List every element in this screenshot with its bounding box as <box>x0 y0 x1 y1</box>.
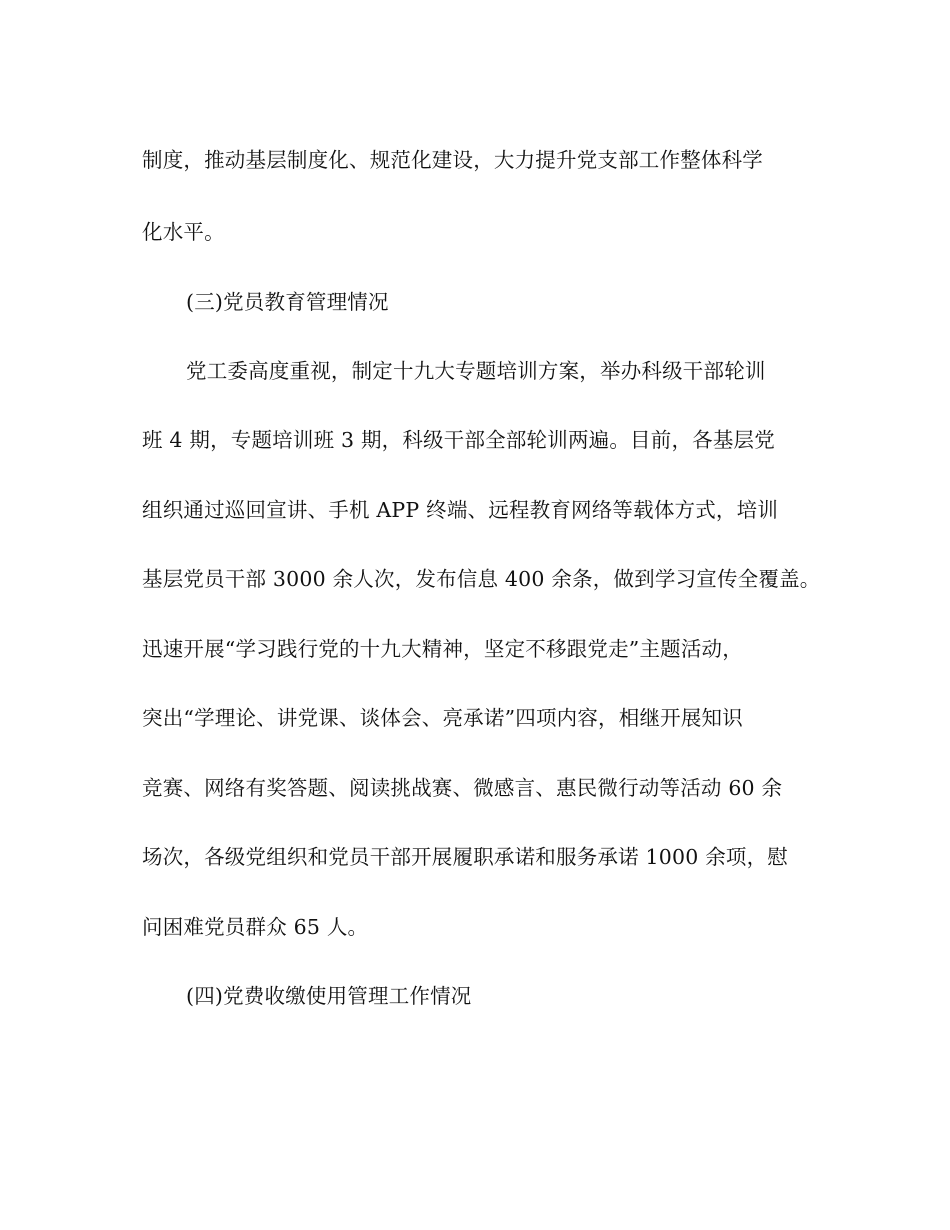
education-paragraph-line-9: 问困难党员群众 65 人。 <box>142 915 369 939</box>
education-paragraph-line-5: 迅速开展“学习践行党的十九大精神，坚定不移跟党走”主题活动， <box>142 637 743 661</box>
education-paragraph-line-6: 突出“学理论、讲党课、谈体会、亮承诺”四项内容，相继开展知识 <box>142 706 743 730</box>
education-paragraph-line-2: 班 4 期，专题培训班 3 期，科级干部全部轮训两遍。目前，各基层党 <box>142 428 775 452</box>
education-paragraph-line-1: 党工委高度重视，制定十九大专题培训方案，举办科级干部轮训 <box>186 359 766 383</box>
education-paragraph-line-8: 场次，各级党组织和党员干部开展履职承诺和服务承诺 1000 余项，慰 <box>142 845 789 869</box>
section-heading-four: (四)党费收缴使用管理工作情况 <box>186 984 472 1008</box>
paragraph-continuation-line-2: 化水平。 <box>142 220 225 244</box>
paragraph-continuation-line-1: 制度，推动基层制度化、规范化建设，大力提升党支部工作整体科学 <box>142 148 763 172</box>
education-paragraph-line-3: 组织通过巡回宣讲、手机 APP 终端、远程教育网络等载体方式，培训 <box>142 498 779 522</box>
education-paragraph-line-4: 基层党员干部 3000 余人次，发布信息 400 余条，做到学习宣传全覆盖。 <box>142 567 821 591</box>
section-heading-three: (三)党员教育管理情况 <box>186 290 389 314</box>
education-paragraph-line-7: 竞赛、网络有奖答题、阅读挑战赛、微感言、惠民微行动等活动 60 余 <box>142 776 783 800</box>
